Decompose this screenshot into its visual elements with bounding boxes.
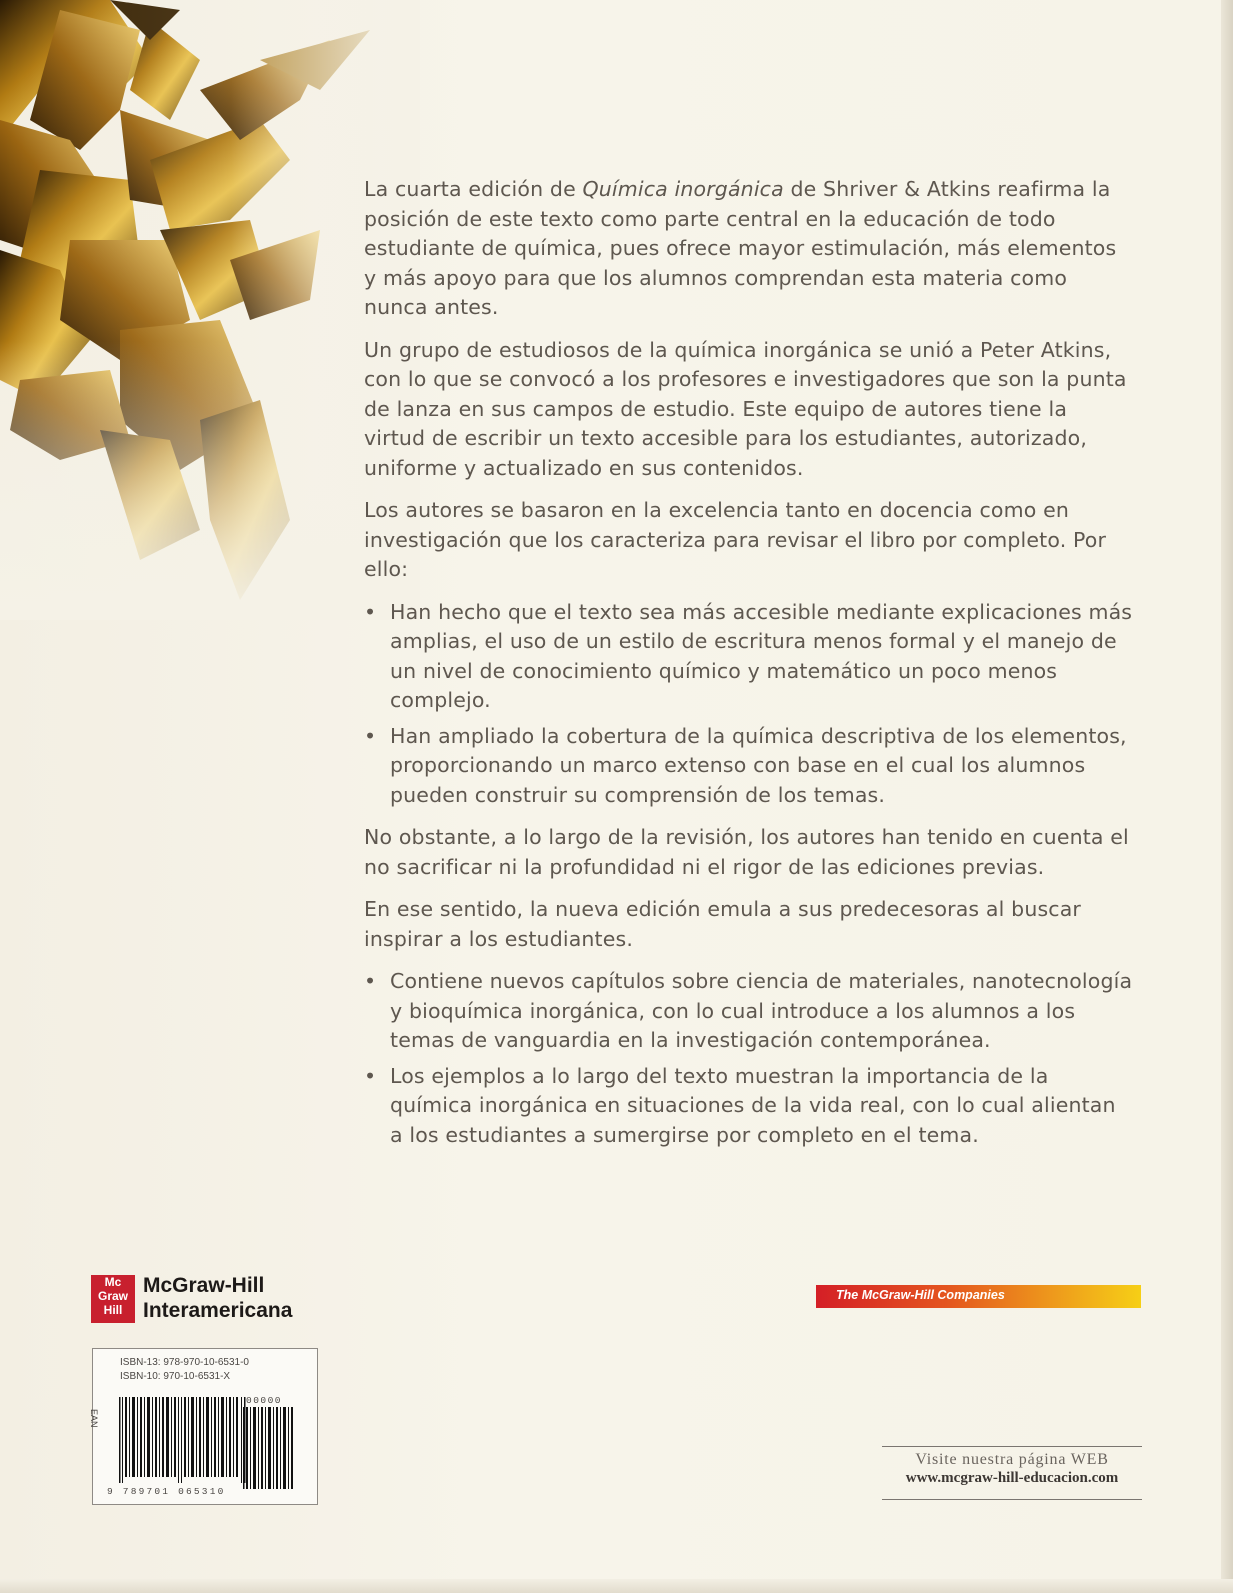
publisher-block [91, 1275, 331, 1323]
barcode-addon-digits: 00000 [246, 1395, 283, 1406]
publisher-name-line2: Interamericana [143, 1299, 293, 1322]
isbn-barcode-box [89, 1348, 318, 1505]
barcode-icon [119, 1397, 247, 1483]
barcode-addon-icon [243, 1407, 295, 1489]
bullet-icon: • [364, 599, 377, 624]
description-text [364, 175, 1134, 1163]
website-url: www.mcgraw-hill-educacion.com [905, 1470, 1119, 1486]
page-edge-right [1221, 0, 1233, 1593]
logo-line: Hill [103, 1303, 123, 1317]
isbn10-text: ISBN-10: 970-10-6531-X [120, 1371, 231, 1382]
website-caption: Visite nuestra página WEB [915, 1451, 1109, 1468]
paragraph: Los autores se basaron en la excelencia tanto en docencia como en investigación que los caracteriza para revisar el libro por completo. Por ello: [364, 498, 1107, 581]
companies-banner-label: The McGraw-Hill Companies [836, 1288, 1005, 1302]
publisher-name-line1: McGraw-Hill [143, 1274, 265, 1297]
list-item [364, 722, 1134, 811]
paragraph: En ese sentido, la nueva edición emula a sus predecesoras al buscar inspirar a los estudiantes. [364, 897, 1081, 951]
mcgraw-hill-logo-icon [91, 1275, 135, 1323]
list-item-text: Han hecho que el texto sea más accesible mediante explicaciones más amplias, el uso de un estilo de escritura menos formal y el manejo de un nivel de conocimiento químico y matemático un poco menos complejo. [390, 599, 1133, 712]
list-item-text: Contiene nuevos capítulos sobre ciencia de materiales, nanotecnología y bioquímica inorgánica, con lo cual introduce a los alumnos a los temas de vanguardia en la investigación contemporánea. [390, 969, 1133, 1052]
bullet-icon: • [364, 969, 377, 993]
bullet-icon: • [364, 1063, 377, 1088]
list-item [364, 1062, 1134, 1151]
barcode-digits: 9 789701 065310 [107, 1486, 226, 1497]
paragraph: Un grupo de estudiosos de la química inorgánica se unió a Peter Atkins, con lo que se convocó a los profesores e investigadores que son la punta de lanza en sus campos de estudio. Este equipo de autores tiene la virtud de escribir un texto accesible para los estudiantes, autorizado, uniforme y actualizado en sus contenidos. [364, 337, 1127, 480]
bullet-list [364, 598, 1134, 811]
isbn13-text: ISBN-13: 978-970-10-6531-0 [120, 1357, 249, 1368]
ean-label: EAN [89, 1409, 99, 1428]
companies-banner [816, 1285, 1141, 1308]
list-item-text: Han ampliado la cobertura de la química descriptiva de los elementos, proporcionando un marco extenso con base en el cual los alumnos pueden construir su comprensión de los temas. [390, 723, 1127, 807]
logo-line: Graw [97, 1289, 128, 1303]
cover-artwork [0, 0, 420, 620]
list-item-text: Los ejemplos a lo largo del texto muestran la importancia de la química inorgánica en situaciones de la vida real, con lo cual alientan a los estudiantes a sumergirse por completo en el tema. [390, 1063, 1116, 1147]
list-item [364, 967, 1134, 1056]
website-box [882, 1446, 1142, 1500]
logo-line: Mc [104, 1275, 122, 1289]
bullet-icon: • [364, 723, 377, 748]
publisher-name [143, 1273, 292, 1323]
intro-pre: La cuarta edición de [364, 177, 583, 201]
list-item [364, 598, 1134, 716]
intro-post: de Shriver & Atkins reafirma la posición de este texto como parte central en la educación de todo estudiante de química, pues ofrece mayor estimulación, más elementos y más apoyo para que los alumnos comprendan esta materia como nunca antes. [364, 177, 1117, 319]
bullet-list [364, 967, 1134, 1150]
paragraph: No obstante, a lo largo de la revisión, los autores han tenido en cuenta el no sacrificar ni la profundidad ni el rigor de las ediciones previas. [364, 825, 1129, 879]
page-edge-bottom [0, 1579, 1233, 1593]
book-title-italic: Química inorgánica [582, 177, 784, 201]
intro-paragraph [364, 175, 1134, 323]
